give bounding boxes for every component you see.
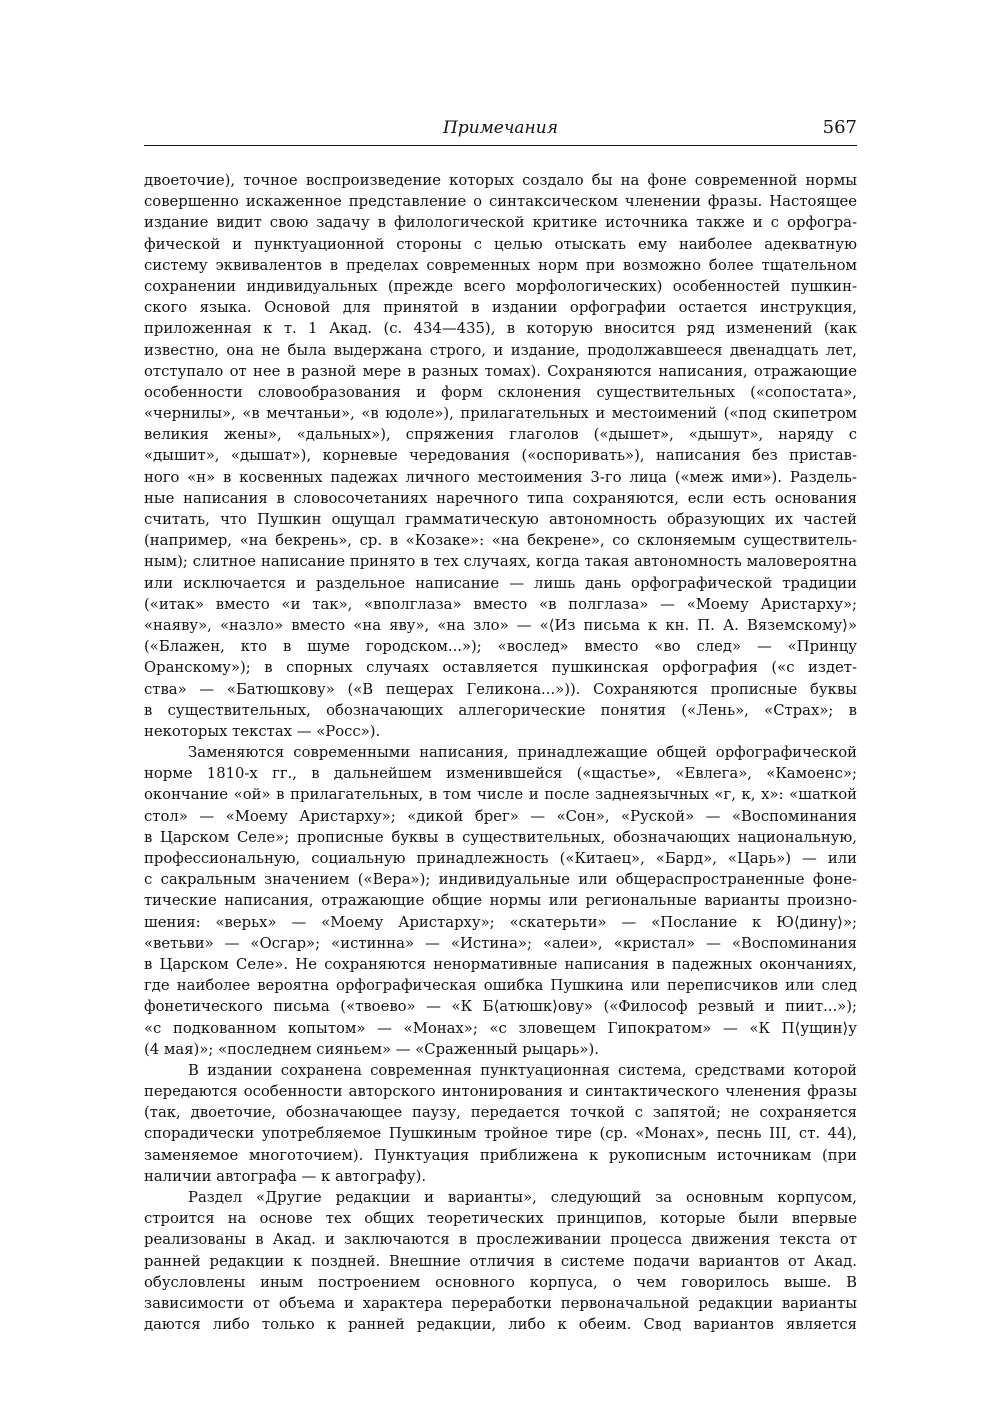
- page-number: 567: [822, 117, 857, 138]
- text-line: передаются особенности авторского интонирования и синтактического членения фразы: [144, 1083, 857, 1101]
- text-line: ным); слитное написание принято в тех случаях, когда такая автономность маловероятна: [144, 553, 857, 571]
- text-line: («Блажен, кто в шуме городском...»); «вослед» вместо «во след» — «Принцу: [144, 638, 857, 656]
- text-line: считать, что Пушкин ощущал грамматическую автономность образующих их частей: [144, 511, 857, 528]
- text-line: систему эквивалентов в пределах современных норм при возможно более тщательном: [144, 256, 857, 274]
- text-line: (4 мая)»; «последнем сияньем» — «Сраженный рыцарь»).: [144, 1040, 599, 1058]
- text-line: ного «н» в косвенных падежах личного местоимения 3-го лица («меж ими»). Раздель-: [144, 468, 857, 486]
- text-line: «наяву», «назло» вместо «на яву», «на зло» — «⟨Из письма к кн. П. А. Вяземскому⟩»: [144, 616, 857, 634]
- text-line: Оранскому»); в спорных случаях оставляется пушкинская орфография («с издет-: [144, 659, 857, 677]
- text-line: ского языка. Основой для принятой в издании орфографии остается инструкция,: [144, 299, 857, 317]
- text-line: приложенная к т. 1 Акад. (с. 434—435), в которую вносится ряд изменений (как: [144, 320, 857, 338]
- text-line: (так, двоеточие, обозначающее паузу, передается точкой с запятой; не сохраняется: [144, 1104, 857, 1122]
- paragraph: [144, 1060, 857, 1187]
- text-line: великия жены», «дальных»), спряжения глаголов («дышет», «дышут», наряду с: [144, 426, 857, 444]
- text-line: обусловлены иным построением основного корпуса, о чем говорилось выше. В: [144, 1273, 857, 1291]
- running-title: Примечания: [443, 118, 558, 138]
- text-line: некоторых текстах — «Росс»).: [144, 722, 381, 740]
- text-line: особенности словообразования и форм склонения существительных («сопостата»,: [144, 383, 857, 401]
- text-line: «чернилы», «в мечтаньи», «в юдоле»), прилагательных и местоимений («под скипетром: [144, 405, 857, 423]
- paragraph: [144, 170, 857, 742]
- text-line: фонетического письма («твоево» — «К Б⟨атюшк⟩ову» («Философ резвый и пиит...»);: [144, 998, 857, 1016]
- text-line: шения: «верьх» — «Моему Аристарху»; «скатерьти» — «Послание к Ю⟨дину⟩»;: [144, 913, 857, 931]
- text-line: или исключается и раздельное написание — лишь дань орфографической традиции: [144, 574, 857, 592]
- text-line: фической и пунктуационной стороны с целью отыскать ему наиболее адекватную: [144, 235, 857, 253]
- text-line: строится на основе тех общих теоретических принципов, которые были впервые: [144, 1210, 857, 1228]
- text-line: ства» — «Батюшкову» («В пещерах Геликона...»)). Сохраняются прописные буквы: [144, 680, 857, 698]
- text-line: окончание «ой» в прилагательных, в том числе и после заднеязычных «г, к, х»: «шаткой: [144, 786, 857, 804]
- text-line: в Царском Селе». Не сохраняются ненормативные написания в падежных окончаниях,: [144, 955, 857, 973]
- header-rule: [144, 145, 857, 146]
- paragraph: [144, 1187, 857, 1335]
- text-line: Раздел «Другие редакции и варианты», следующий за основным корпусом,: [188, 1189, 857, 1206]
- text-line: «дышит», «дышат»), корневые чередования («оспоривать»), написания без пристав-: [144, 447, 857, 465]
- text-line: зависимости от объема и характера переработки первоначальной редакции варианты: [144, 1294, 857, 1312]
- text-line: отступало от нее в разной мере в разных томах). Сохраняются написания, отражающие: [144, 362, 857, 380]
- running-head: [144, 116, 857, 144]
- text-line: ранней редакции к поздней. Внешние отличия в системе подачи вариантов от Акад.: [144, 1252, 857, 1270]
- text-line: с сакральным значением («Вера»); индивидуальные или общераспространенные фоне-: [144, 871, 857, 889]
- text-line: издание видит свою задачу в филологической критике источника также и с орфогра-: [144, 214, 857, 232]
- text-line: («итак» вместо «и так», «вполглаза» вместо «в полглаза» — «Моему Аристарху»;: [144, 595, 857, 613]
- text-line: даются либо только к ранней редакции, либо к обеим. Свод вариантов является: [144, 1316, 857, 1334]
- text-line: спорадически употребляемое Пушкиным тройное тире (ср. «Монах», песнь III, ст. 44),: [144, 1125, 857, 1143]
- text-line: стол» — «Моему Аристарху»; «дикой брег» — «Сон», «Руской» — «Воспоминания: [144, 807, 857, 825]
- text-line: тические написания, отражающие общие нормы или региональные варианты произно-: [144, 892, 857, 910]
- text-line: известно, она не была выдержана строго, и издание, продолжавшееся двенадцать лет,: [144, 341, 857, 359]
- text-line: где наиболее вероятна орфографическая ошибка Пушкина или переписчиков или след: [144, 977, 857, 995]
- text-line: наличии автографа — к автографу).: [144, 1167, 427, 1185]
- text-line: в существительных, обозначающих аллегорические понятия («Лень», «Страх»; в: [144, 701, 857, 719]
- paragraph: [144, 742, 857, 1060]
- text-line: норме 1810-х гг., в дальнейшем изменившейся («щастье», «Евлега», «Камоенс»;: [144, 765, 857, 783]
- text-line: профессиональную, социальную принадлежность («Китаец», «Бард», «Царь») — или: [144, 850, 857, 867]
- body-text: [144, 170, 857, 1335]
- text-line: ные написания в словосочетаниях наречного типа сохраняются, если есть основания: [144, 489, 857, 507]
- text-line: в Царском Селе»; прописные буквы в существительных, обозначающих национальную,: [144, 828, 857, 846]
- text-line: «ветьви» — «Осгар»; «истинна» — «Истина»; «алеи», «кристал» — «Воспоминания: [144, 934, 857, 952]
- text-line: «с подкованном копытом» — «Монах»; «с зловещем Гипократом» — «К П⟨ущин⟩у: [144, 1019, 857, 1037]
- text-line: (например, «на бекрень», ср. в «Козаке»: «на бекрене», со склоняемым существитель-: [144, 532, 857, 550]
- text-line: В издании сохранена современная пунктуационная система, средствами которой: [188, 1061, 857, 1079]
- text-line: реализованы в Акад. и заключаются в прослеживании процесса движения текста от: [144, 1231, 857, 1249]
- text-line: Заменяются современными написания, принадлежащие общей орфографической: [188, 744, 857, 762]
- text-line: сохранении индивидуальных (прежде всего морфологических) особенностей пушкин-: [144, 277, 857, 295]
- text-line: двоеточие), точное воспроизведение которых создало бы на фоне современной нормы: [144, 172, 857, 189]
- text-line: совершенно искаженное представление о синтаксическом членении фразы. Настоящее: [144, 193, 857, 211]
- text-line: заменяемое многоточием). Пунктуация приближена к рукописным источникам (при: [144, 1146, 857, 1164]
